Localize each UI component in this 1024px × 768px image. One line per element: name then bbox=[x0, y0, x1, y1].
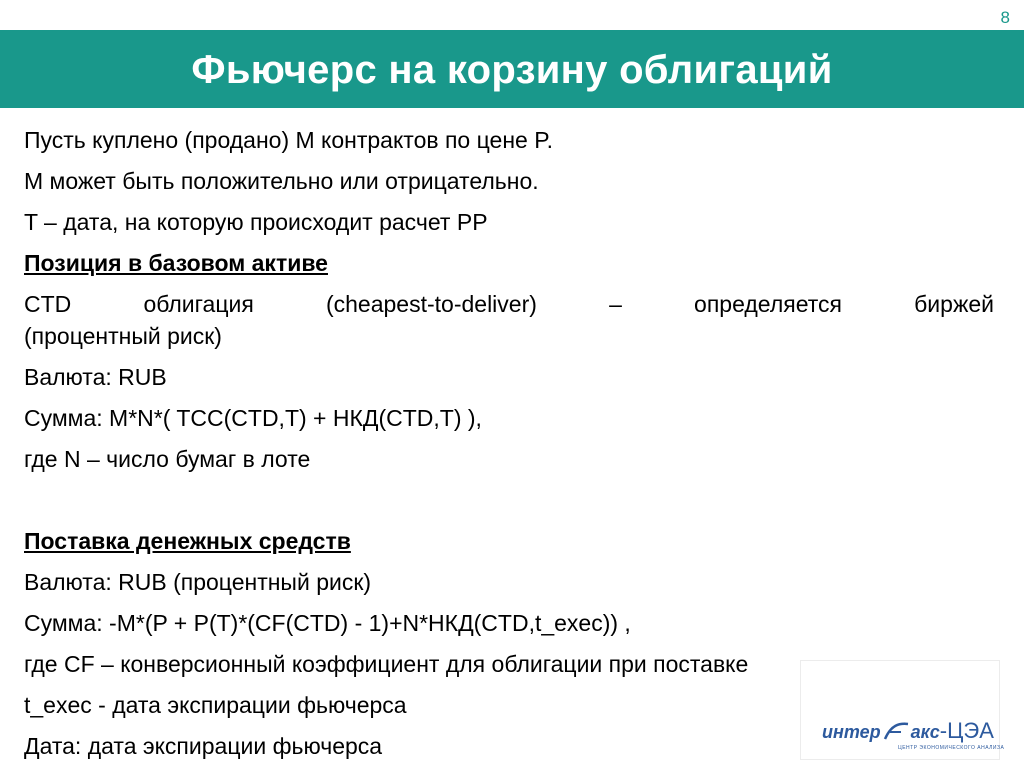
ctd-word: облигация bbox=[143, 291, 254, 317]
logo-word: интер bbox=[822, 722, 881, 742]
body-line-lot-size: где N – число бумаг в лоте bbox=[24, 446, 311, 472]
body-line-sum-underlying: Сумма: M*N*( TCC(CTD,T) + НКД(CTD,T) ), bbox=[24, 405, 482, 431]
logo-org: ЦЭА bbox=[947, 718, 994, 743]
section-heading-cash-delivery: Поставка денежных средств bbox=[24, 528, 351, 554]
body-line-currency-cash: Валюта: RUB (процентный риск) bbox=[24, 569, 372, 595]
body-line-conversion-factor: где CF – конверсионный коэффициент для облигации при поставке bbox=[24, 651, 749, 677]
body-line-sum-cash: Сумма: -M*(P + P(T)*(CF(CTD) - 1)+N*НКД(CTD,t_exec)) , bbox=[24, 610, 631, 636]
ctd-word: CTD bbox=[24, 291, 72, 317]
page-title: Фьючерс на корзину облигаций bbox=[191, 47, 833, 92]
body-line-settlement-date: T – дата, на которую происходит расчет PP bbox=[24, 209, 488, 235]
title-bar bbox=[0, 30, 1024, 108]
logo-dash: - bbox=[939, 718, 948, 743]
body-line-date: Дата: дата экспирации фьючерса bbox=[24, 733, 383, 759]
logo-suffix: акс bbox=[910, 722, 940, 742]
ctd-word: определяется bbox=[694, 291, 842, 317]
logo-subtitle: ЦЕНТР ЭКОНОМИЧЕСКОГО АНАЛИЗА bbox=[898, 745, 1005, 751]
ctd-word: биржей bbox=[914, 291, 994, 317]
body-line-contracts: Пусть куплено (продано) M контрактов по цене P. bbox=[24, 127, 553, 153]
interfax-logo bbox=[822, 718, 994, 743]
ctd-word: – bbox=[609, 291, 622, 317]
spacer bbox=[24, 480, 994, 521]
ctd-word: (cheapest-to-deliver) bbox=[325, 291, 537, 317]
interfax-logo-icon bbox=[881, 721, 911, 741]
body-line-expiration: t_exec - дата экспирации фьючерса bbox=[24, 692, 407, 718]
section-heading-underlying: Позиция в базовом активе bbox=[24, 250, 328, 276]
page-number: 8 bbox=[1000, 8, 1010, 27]
body-line-currency-underlying: Валюта: RUB bbox=[24, 364, 167, 390]
body-line-ctd-risk: (процентный риск) bbox=[24, 323, 222, 349]
body-line-sign: M может быть положительно или отрицательно. bbox=[24, 168, 539, 194]
